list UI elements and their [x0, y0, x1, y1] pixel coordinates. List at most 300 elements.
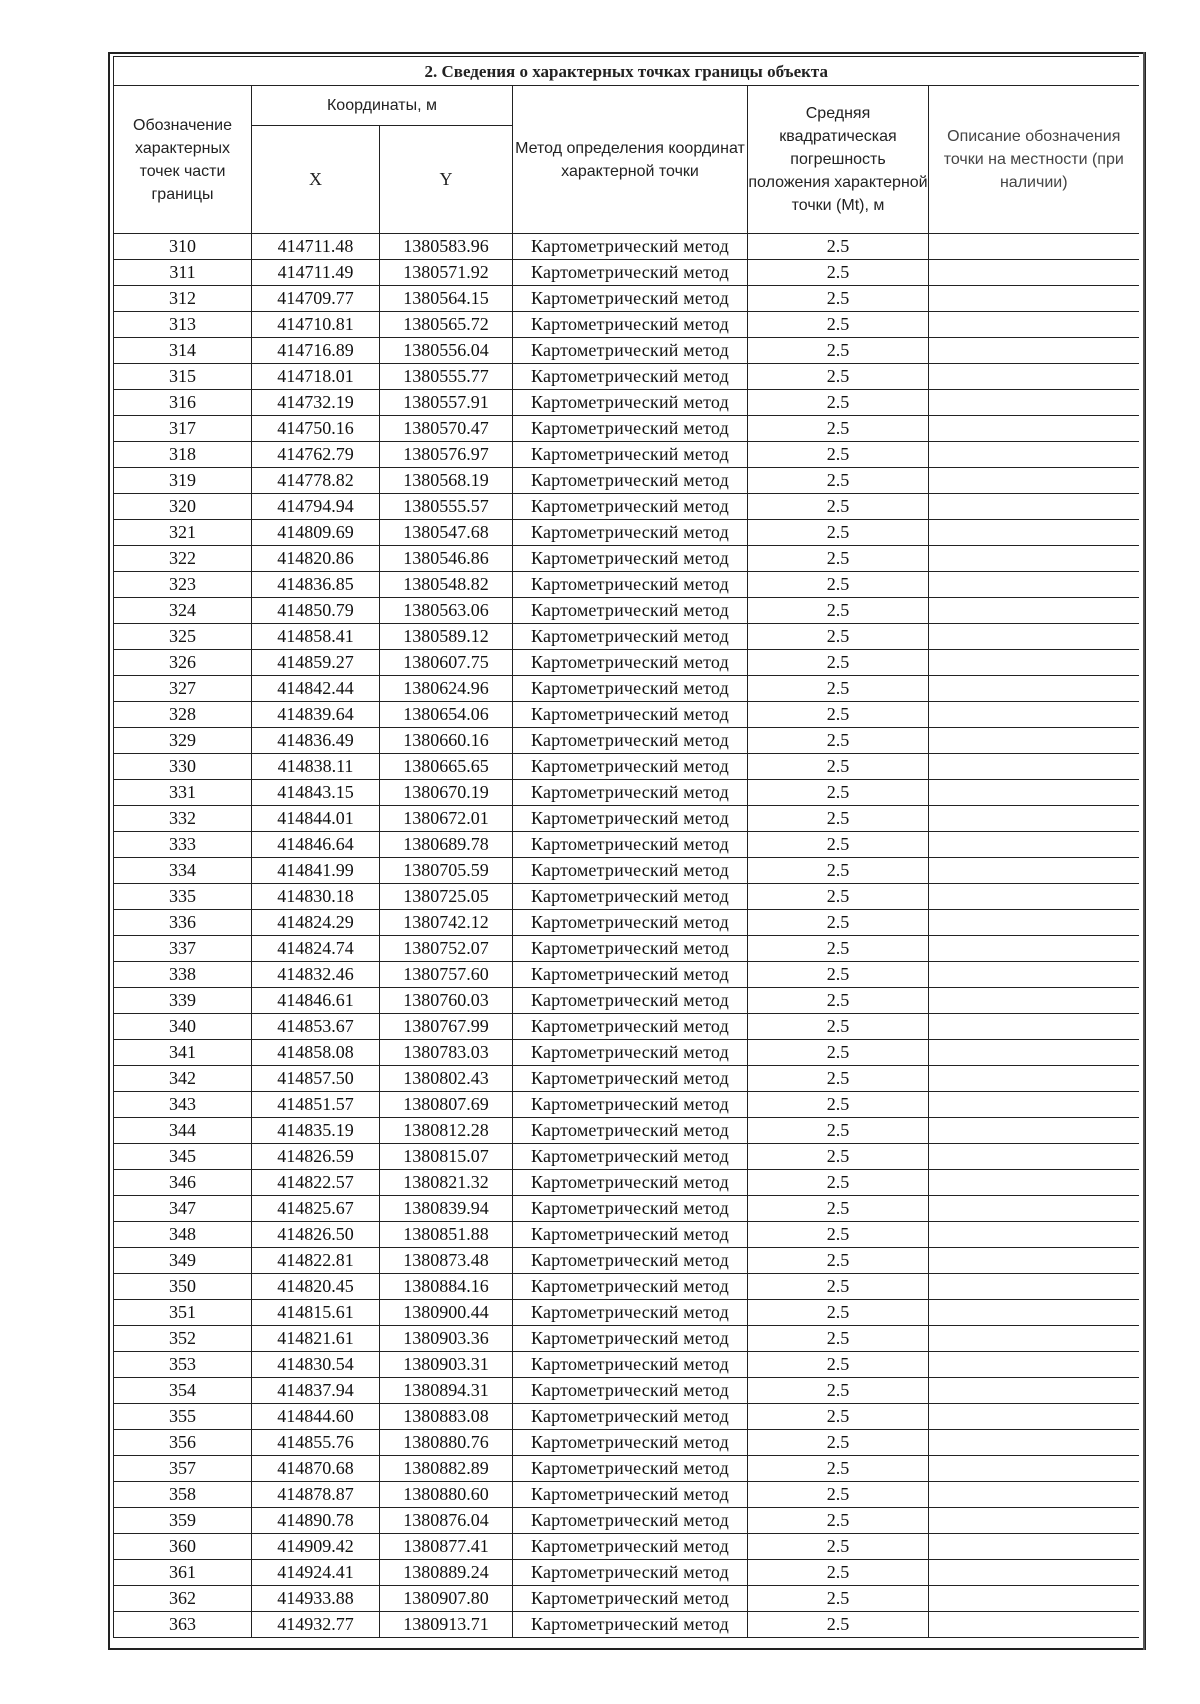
point-number-cell: 341: [114, 1040, 252, 1066]
table-row: [114, 390, 1139, 416]
mt-error-cell: 2.5: [748, 1144, 929, 1170]
table-row: [114, 1482, 1139, 1508]
description-cell: [929, 1378, 1139, 1404]
point-number-cell: 329: [114, 728, 252, 754]
table-row: [114, 338, 1139, 364]
y-coordinate-cell: 1380880.60: [380, 1482, 513, 1508]
table-row: [114, 1248, 1139, 1274]
table-row: [114, 962, 1139, 988]
method-cell: Картометрический метод: [513, 416, 748, 442]
x-coordinate-cell: 414844.01: [252, 806, 380, 832]
method-cell: Картометрический метод: [513, 702, 748, 728]
y-coordinate-cell: 1380548.82: [380, 572, 513, 598]
x-coordinate-cell: 414933.88: [252, 1586, 380, 1612]
y-coordinate-cell: 1380672.01: [380, 806, 513, 832]
point-number-cell: 324: [114, 598, 252, 624]
point-number-cell: 312: [114, 286, 252, 312]
description-cell: [929, 806, 1139, 832]
mt-error-cell: 2.5: [748, 286, 929, 312]
description-cell: [929, 416, 1139, 442]
description-cell: [929, 1196, 1139, 1222]
x-coordinate-cell: 414821.61: [252, 1326, 380, 1352]
point-number-cell: 322: [114, 546, 252, 572]
mt-error-cell: 2.5: [748, 1248, 929, 1274]
y-coordinate-cell: 1380802.43: [380, 1066, 513, 1092]
point-number-cell: 333: [114, 832, 252, 858]
description-cell: [929, 598, 1139, 624]
y-coordinate-cell: 1380807.69: [380, 1092, 513, 1118]
point-number-cell: 355: [114, 1404, 252, 1430]
mt-error-cell: 2.5: [748, 780, 929, 806]
mt-error-cell: 2.5: [748, 442, 929, 468]
mt-error-cell: 2.5: [748, 468, 929, 494]
description-cell: [929, 1300, 1139, 1326]
method-cell: Картометрический метод: [513, 1040, 748, 1066]
y-coordinate-cell: 1380571.92: [380, 260, 513, 286]
mt-error-cell: 2.5: [748, 1118, 929, 1144]
header-description: Описание обозначения точки на местности (при наличии): [929, 86, 1139, 234]
mt-error-cell: 2.5: [748, 1274, 929, 1300]
table-row: [114, 728, 1139, 754]
method-cell: Картометрический метод: [513, 1534, 748, 1560]
mt-error-cell: 2.5: [748, 754, 929, 780]
method-cell: Картометрический метод: [513, 546, 748, 572]
mt-error-cell: 2.5: [748, 494, 929, 520]
boundary-points-table: [113, 56, 1139, 1638]
description-cell: [929, 260, 1139, 286]
point-number-cell: 343: [114, 1092, 252, 1118]
y-coordinate-cell: 1380589.12: [380, 624, 513, 650]
x-coordinate-cell: 414750.16: [252, 416, 380, 442]
description-cell: [929, 1326, 1139, 1352]
method-cell: Картометрический метод: [513, 806, 748, 832]
point-number-cell: 345: [114, 1144, 252, 1170]
x-coordinate-cell: 414718.01: [252, 364, 380, 390]
mt-error-cell: 2.5: [748, 1534, 929, 1560]
mt-error-cell: 2.5: [748, 1482, 929, 1508]
table-row: [114, 1040, 1139, 1066]
mt-error-cell: 2.5: [748, 390, 929, 416]
description-cell: [929, 650, 1139, 676]
point-number-cell: 321: [114, 520, 252, 546]
description-cell: [929, 1040, 1139, 1066]
x-coordinate-cell: 414839.64: [252, 702, 380, 728]
y-coordinate-cell: 1380851.88: [380, 1222, 513, 1248]
point-number-cell: 328: [114, 702, 252, 728]
y-coordinate-cell: 1380767.99: [380, 1014, 513, 1040]
method-cell: Картометрический метод: [513, 1352, 748, 1378]
x-coordinate-cell: 414824.74: [252, 936, 380, 962]
description-cell: [929, 364, 1139, 390]
y-coordinate-cell: 1380564.15: [380, 286, 513, 312]
table-row: [114, 650, 1139, 676]
y-coordinate-cell: 1380654.06: [380, 702, 513, 728]
mt-error-cell: 2.5: [748, 1092, 929, 1118]
x-coordinate-cell: 414836.49: [252, 728, 380, 754]
x-coordinate-cell: 414826.50: [252, 1222, 380, 1248]
table-row: [114, 884, 1139, 910]
mt-error-cell: 2.5: [748, 234, 929, 260]
x-coordinate-cell: 414830.18: [252, 884, 380, 910]
description-cell: [929, 676, 1139, 702]
point-number-cell: 316: [114, 390, 252, 416]
mt-error-cell: 2.5: [748, 1560, 929, 1586]
point-number-cell: 318: [114, 442, 252, 468]
description-cell: [929, 572, 1139, 598]
mt-error-cell: 2.5: [748, 1040, 929, 1066]
table-row: [114, 1300, 1139, 1326]
table-row: [114, 1326, 1139, 1352]
x-coordinate-cell: 414711.49: [252, 260, 380, 286]
description-cell: [929, 468, 1139, 494]
mt-error-cell: 2.5: [748, 546, 929, 572]
point-number-cell: 326: [114, 650, 252, 676]
table-row: [114, 1560, 1139, 1586]
description-cell: [929, 858, 1139, 884]
table-row: [114, 1014, 1139, 1040]
y-coordinate-cell: 1380913.71: [380, 1612, 513, 1638]
point-number-cell: 361: [114, 1560, 252, 1586]
method-cell: Картометрический метод: [513, 598, 748, 624]
point-number-cell: 349: [114, 1248, 252, 1274]
mt-error-cell: 2.5: [748, 884, 929, 910]
method-cell: Картометрический метод: [513, 494, 748, 520]
point-number-cell: 356: [114, 1430, 252, 1456]
point-number-cell: 317: [114, 416, 252, 442]
description-cell: [929, 312, 1139, 338]
y-coordinate-cell: 1380812.28: [380, 1118, 513, 1144]
description-cell: [929, 1482, 1139, 1508]
mt-error-cell: 2.5: [748, 650, 929, 676]
x-coordinate-cell: 414842.44: [252, 676, 380, 702]
method-cell: Картометрический метод: [513, 1456, 748, 1482]
description-cell: [929, 1404, 1139, 1430]
y-coordinate-cell: 1380873.48: [380, 1248, 513, 1274]
mt-error-cell: 2.5: [748, 1196, 929, 1222]
table-row: [114, 858, 1139, 884]
y-coordinate-cell: 1380665.65: [380, 754, 513, 780]
description-cell: [929, 1430, 1139, 1456]
x-coordinate-cell: 414815.61: [252, 1300, 380, 1326]
point-number-cell: 351: [114, 1300, 252, 1326]
mt-error-cell: 2.5: [748, 702, 929, 728]
method-cell: Картометрический метод: [513, 858, 748, 884]
x-coordinate-cell: 414711.48: [252, 234, 380, 260]
table-row: [114, 494, 1139, 520]
table-row: [114, 572, 1139, 598]
x-coordinate-cell: 414858.08: [252, 1040, 380, 1066]
table-row: [114, 1534, 1139, 1560]
x-coordinate-cell: 414844.60: [252, 1404, 380, 1430]
mt-error-cell: 2.5: [748, 1066, 929, 1092]
y-coordinate-cell: 1380900.44: [380, 1300, 513, 1326]
point-number-cell: 338: [114, 962, 252, 988]
x-coordinate-cell: 414835.19: [252, 1118, 380, 1144]
x-coordinate-cell: 414830.54: [252, 1352, 380, 1378]
y-coordinate-cell: 1380568.19: [380, 468, 513, 494]
x-coordinate-cell: 414853.67: [252, 1014, 380, 1040]
point-number-cell: 311: [114, 260, 252, 286]
description-cell: [929, 1066, 1139, 1092]
method-cell: Картометрический метод: [513, 1586, 748, 1612]
point-number-cell: 352: [114, 1326, 252, 1352]
y-coordinate-cell: 1380880.76: [380, 1430, 513, 1456]
table-row: [114, 1456, 1139, 1482]
mt-error-cell: 2.5: [748, 364, 929, 390]
method-cell: Картометрический метод: [513, 286, 748, 312]
description-cell: [929, 780, 1139, 806]
mt-error-cell: 2.5: [748, 1508, 929, 1534]
table-row: [114, 1144, 1139, 1170]
method-cell: Картометрический метод: [513, 1300, 748, 1326]
point-number-cell: 358: [114, 1482, 252, 1508]
table-row: [114, 702, 1139, 728]
y-coordinate-cell: 1380546.86: [380, 546, 513, 572]
method-cell: Картометрический метод: [513, 1066, 748, 1092]
y-coordinate-cell: 1380689.78: [380, 832, 513, 858]
x-coordinate-cell: 414778.82: [252, 468, 380, 494]
y-coordinate-cell: 1380565.72: [380, 312, 513, 338]
description-cell: [929, 1508, 1139, 1534]
method-cell: Картометрический метод: [513, 572, 748, 598]
x-coordinate-cell: 414826.59: [252, 1144, 380, 1170]
table-row: [114, 312, 1139, 338]
y-coordinate-cell: 1380894.31: [380, 1378, 513, 1404]
method-cell: Картометрический метод: [513, 936, 748, 962]
y-coordinate-cell: 1380903.31: [380, 1352, 513, 1378]
table-row: [114, 468, 1139, 494]
x-coordinate-cell: 414820.45: [252, 1274, 380, 1300]
description-cell: [929, 832, 1139, 858]
y-coordinate-cell: 1380576.97: [380, 442, 513, 468]
point-number-cell: 346: [114, 1170, 252, 1196]
header-coords: Координаты, м: [252, 86, 513, 126]
y-coordinate-cell: 1380725.05: [380, 884, 513, 910]
mt-error-cell: 2.5: [748, 728, 929, 754]
table-row: [114, 624, 1139, 650]
description-cell: [929, 988, 1139, 1014]
description-cell: [929, 884, 1139, 910]
table-header: [114, 57, 1139, 234]
method-cell: Картометрический метод: [513, 780, 748, 806]
table-row: [114, 442, 1139, 468]
y-coordinate-cell: 1380557.91: [380, 390, 513, 416]
point-number-cell: 350: [114, 1274, 252, 1300]
mt-error-cell: 2.5: [748, 1222, 929, 1248]
mt-error-cell: 2.5: [748, 1326, 929, 1352]
header-error: Средняя квадратическая погрешность положения характерной точки (Mt), м: [748, 86, 929, 234]
y-coordinate-cell: 1380877.41: [380, 1534, 513, 1560]
table-row: [114, 936, 1139, 962]
point-number-cell: 353: [114, 1352, 252, 1378]
point-number-cell: 331: [114, 780, 252, 806]
y-coordinate-cell: 1380889.24: [380, 1560, 513, 1586]
x-coordinate-cell: 414870.68: [252, 1456, 380, 1482]
point-number-cell: 313: [114, 312, 252, 338]
mt-error-cell: 2.5: [748, 1300, 929, 1326]
method-cell: Картометрический метод: [513, 234, 748, 260]
method-cell: Картометрический метод: [513, 1092, 748, 1118]
x-coordinate-cell: 414855.76: [252, 1430, 380, 1456]
point-number-cell: 315: [114, 364, 252, 390]
header-point: Обозначение характерных точек части границы: [114, 86, 252, 234]
description-cell: [929, 546, 1139, 572]
point-number-cell: 354: [114, 1378, 252, 1404]
x-coordinate-cell: 414846.61: [252, 988, 380, 1014]
x-coordinate-cell: 414924.41: [252, 1560, 380, 1586]
y-coordinate-cell: 1380903.36: [380, 1326, 513, 1352]
method-cell: Картометрический метод: [513, 754, 748, 780]
point-number-cell: 319: [114, 468, 252, 494]
header-y: Y: [380, 126, 513, 234]
mt-error-cell: 2.5: [748, 936, 929, 962]
description-cell: [929, 1456, 1139, 1482]
description-cell: [929, 442, 1139, 468]
x-coordinate-cell: 414809.69: [252, 520, 380, 546]
point-number-cell: 332: [114, 806, 252, 832]
table-row: [114, 1170, 1139, 1196]
point-number-cell: 310: [114, 234, 252, 260]
x-coordinate-cell: 414762.79: [252, 442, 380, 468]
table-row: [114, 676, 1139, 702]
description-cell: [929, 1014, 1139, 1040]
mt-error-cell: 2.5: [748, 1430, 929, 1456]
method-cell: Картометрический метод: [513, 338, 748, 364]
method-cell: Картометрический метод: [513, 1508, 748, 1534]
y-coordinate-cell: 1380670.19: [380, 780, 513, 806]
y-coordinate-cell: 1380556.04: [380, 338, 513, 364]
point-number-cell: 342: [114, 1066, 252, 1092]
y-coordinate-cell: 1380757.60: [380, 962, 513, 988]
x-coordinate-cell: 414843.15: [252, 780, 380, 806]
table-row: [114, 1612, 1139, 1638]
description-cell: [929, 494, 1139, 520]
mt-error-cell: 2.5: [748, 1404, 929, 1430]
description-cell: [929, 1612, 1139, 1638]
y-coordinate-cell: 1380547.68: [380, 520, 513, 546]
description-cell: [929, 1352, 1139, 1378]
x-coordinate-cell: 414932.77: [252, 1612, 380, 1638]
point-number-cell: 323: [114, 572, 252, 598]
y-coordinate-cell: 1380624.96: [380, 676, 513, 702]
y-coordinate-cell: 1380821.32: [380, 1170, 513, 1196]
mt-error-cell: 2.5: [748, 676, 929, 702]
x-coordinate-cell: 414710.81: [252, 312, 380, 338]
description-cell: [929, 910, 1139, 936]
table-row: [114, 1118, 1139, 1144]
y-coordinate-cell: 1380882.89: [380, 1456, 513, 1482]
header-method: Метод определения координат характерной точки: [513, 86, 748, 234]
x-coordinate-cell: 414850.79: [252, 598, 380, 624]
description-cell: [929, 520, 1139, 546]
x-coordinate-cell: 414836.85: [252, 572, 380, 598]
method-cell: Картометрический метод: [513, 312, 748, 338]
x-coordinate-cell: 414732.19: [252, 390, 380, 416]
description-cell: [929, 1118, 1139, 1144]
point-number-cell: 336: [114, 910, 252, 936]
mt-error-cell: 2.5: [748, 416, 929, 442]
description-cell: [929, 234, 1139, 260]
method-cell: Картометрический метод: [513, 1274, 748, 1300]
table-row: [114, 754, 1139, 780]
method-cell: Картометрический метод: [513, 1222, 748, 1248]
y-coordinate-cell: 1380883.08: [380, 1404, 513, 1430]
description-cell: [929, 390, 1139, 416]
method-cell: Картометрический метод: [513, 1482, 748, 1508]
method-cell: Картометрический метод: [513, 962, 748, 988]
y-coordinate-cell: 1380742.12: [380, 910, 513, 936]
x-coordinate-cell: 414851.57: [252, 1092, 380, 1118]
table-row: [114, 520, 1139, 546]
point-number-cell: 347: [114, 1196, 252, 1222]
method-cell: Картометрический метод: [513, 1196, 748, 1222]
y-coordinate-cell: 1380563.06: [380, 598, 513, 624]
method-cell: Картометрический метод: [513, 364, 748, 390]
mt-error-cell: 2.5: [748, 572, 929, 598]
y-coordinate-cell: 1380839.94: [380, 1196, 513, 1222]
table-row: [114, 260, 1139, 286]
table-row: [114, 1066, 1139, 1092]
method-cell: Картометрический метод: [513, 988, 748, 1014]
mt-error-cell: 2.5: [748, 858, 929, 884]
table-row: [114, 1352, 1139, 1378]
mt-error-cell: 2.5: [748, 1014, 929, 1040]
x-coordinate-cell: 414716.89: [252, 338, 380, 364]
description-cell: [929, 702, 1139, 728]
point-number-cell: 363: [114, 1612, 252, 1638]
table-row: [114, 910, 1139, 936]
mt-error-cell: 2.5: [748, 624, 929, 650]
method-cell: Картометрический метод: [513, 1430, 748, 1456]
header-x: X: [252, 126, 380, 234]
x-coordinate-cell: 414909.42: [252, 1534, 380, 1560]
description-cell: [929, 936, 1139, 962]
point-number-cell: 320: [114, 494, 252, 520]
table-row: [114, 1378, 1139, 1404]
section-title: 2. Сведения о характерных точках границы объекта: [114, 57, 1139, 86]
point-number-cell: 337: [114, 936, 252, 962]
x-coordinate-cell: 414822.81: [252, 1248, 380, 1274]
mt-error-cell: 2.5: [748, 832, 929, 858]
mt-error-cell: 2.5: [748, 806, 929, 832]
method-cell: Картометрический метод: [513, 1118, 748, 1144]
x-coordinate-cell: 414841.99: [252, 858, 380, 884]
mt-error-cell: 2.5: [748, 1170, 929, 1196]
frame-inner-rule: [1143, 52, 1145, 1650]
mt-error-cell: 2.5: [748, 962, 929, 988]
mt-error-cell: 2.5: [748, 1612, 929, 1638]
method-cell: Картометрический метод: [513, 390, 748, 416]
x-coordinate-cell: 414857.50: [252, 1066, 380, 1092]
mt-error-cell: 2.5: [748, 520, 929, 546]
y-coordinate-cell: 1380876.04: [380, 1508, 513, 1534]
x-coordinate-cell: 414820.86: [252, 546, 380, 572]
y-coordinate-cell: 1380660.16: [380, 728, 513, 754]
table-row: [114, 1222, 1139, 1248]
description-cell: [929, 624, 1139, 650]
method-cell: Картометрический метод: [513, 650, 748, 676]
method-cell: Картометрический метод: [513, 1404, 748, 1430]
x-coordinate-cell: 414825.67: [252, 1196, 380, 1222]
y-coordinate-cell: 1380884.16: [380, 1274, 513, 1300]
y-coordinate-cell: 1380752.07: [380, 936, 513, 962]
point-number-cell: 360: [114, 1534, 252, 1560]
table-row: [114, 1430, 1139, 1456]
x-coordinate-cell: 414822.57: [252, 1170, 380, 1196]
method-cell: Картометрический метод: [513, 624, 748, 650]
mt-error-cell: 2.5: [748, 1378, 929, 1404]
table-row: [114, 286, 1139, 312]
